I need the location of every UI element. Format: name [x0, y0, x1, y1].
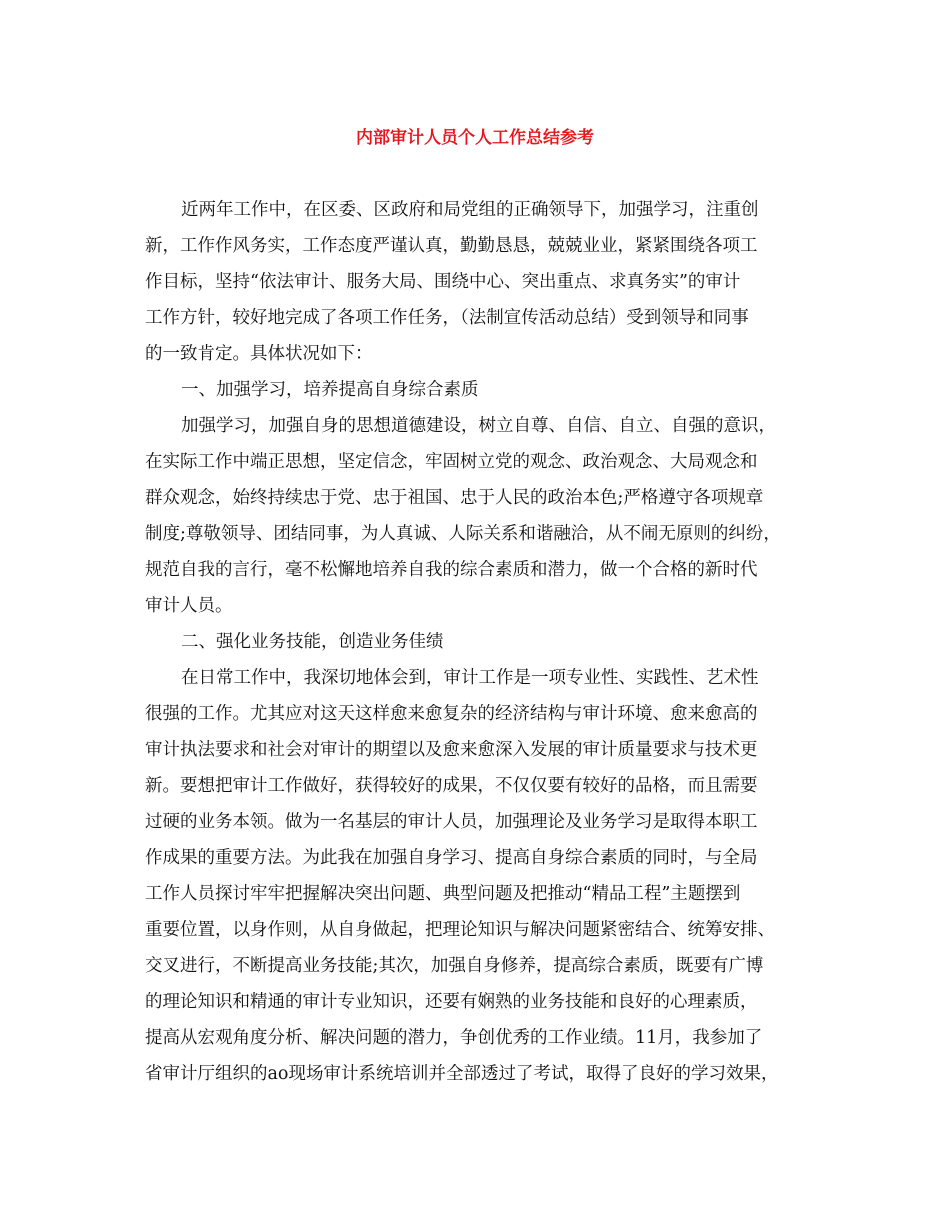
paragraph-line: 的理论知识和精通的审计专业知识，还要有娴熟的业务技能和良好的心理素质，	[145, 992, 758, 1012]
paragraph-line: 审计人员。	[145, 596, 233, 616]
paragraph-line: 审计执法要求和社会对审计的期望以及愈来愈深入发展的审计质量要求与技术更	[145, 740, 758, 760]
paragraph-line: 提高从宏观角度分析、解决问题的潜力，争创优秀的工作业绩。11月，我参加了	[145, 1028, 763, 1048]
paragraph-line: 制度;尊敬领导、团结同事，为人真诚、人际关系和谐融洽，从不闹无原则的纠纷，	[145, 524, 781, 544]
section-heading: 一、加强学习，培养提高自身综合素质	[181, 380, 479, 400]
paragraph-line: 重要位置，以身作则，从自身做起，把理论知识与解决问题紧密结合、统筹安排、	[145, 920, 775, 940]
paragraph-line: 工作人员探讨牢牢把握解决突出问题、典型问题及把推动“精品工程”主题摆到	[145, 884, 741, 904]
paragraph-line: 近两年工作中，在区委、区政府和局党组的正确领导下，加强学习，注重创	[181, 200, 759, 220]
paragraph-line: 加强学习，加强自身的思想道德建设，树立自尊、自信、自立、自强的意识，	[181, 416, 776, 436]
document-title: 内部审计人员个人工作总结参考	[356, 128, 594, 148]
paragraph-line: 作成果的重要方法。为此我在加强自身学习、提高自身综合素质的同时，与全局	[145, 848, 758, 868]
section-heading: 二、强化业务技能，创造业务佳绩	[181, 632, 444, 652]
paragraph-line: 工作方针，较好地完成了各项工作任务，（法制宣传活动总结）受到领导和同事	[145, 308, 749, 328]
paragraph-line: 新，工作作风务实，工作态度严谨认真，勤勤恳恳，兢兢业业，紧紧围绕各项工	[145, 236, 758, 256]
paragraph-line: 很强的工作。尤其应对这天这样愈来愈复杂的经济结构与审计环境、愈来愈高的	[145, 704, 758, 724]
paragraph-line: 新。要想把审计工作做好，获得较好的成果，不仅仅要有较好的品格，而且需要	[145, 776, 758, 796]
paragraph-line: 作目标，坚持“依法审计、服务大局、围绕中心、突出重点、求真务实”的审计	[145, 272, 741, 292]
paragraph-line: 的一致肯定。具体状况如下：	[145, 344, 373, 364]
paragraph-line: 在实际工作中端正思想，坚定信念，牢固树立党的观念、政治观念、大局观念和	[145, 452, 758, 472]
document-body	[145, 192, 825, 1092]
paragraph-line: 省审计厅组织的ao现场审计系统培训并全部透过了考试，取得了良好的学习效果，	[145, 1064, 779, 1084]
paragraph-line: 交叉进行，不断提高业务技能;其次，加强自身修养，提高综合素质，既要有广博	[145, 956, 764, 976]
paragraph-line: 过硬的业务本领。做为一名基层的审计人员，加强理论及业务学习是取得本职工	[145, 812, 758, 832]
paragraph-line: 在日常工作中，我深切地体会到，审计工作是一项专业性、实践性、艺术性	[181, 668, 759, 688]
paragraph-line: 规范自我的言行，毫不松懈地培养自我的综合素质和潜力，做一个合格的新时代	[145, 560, 758, 580]
paragraph-line: 群众观念，始终持续忠于党、忠于祖国、忠于人民的政治本色;严格遵守各项规章	[145, 488, 764, 508]
